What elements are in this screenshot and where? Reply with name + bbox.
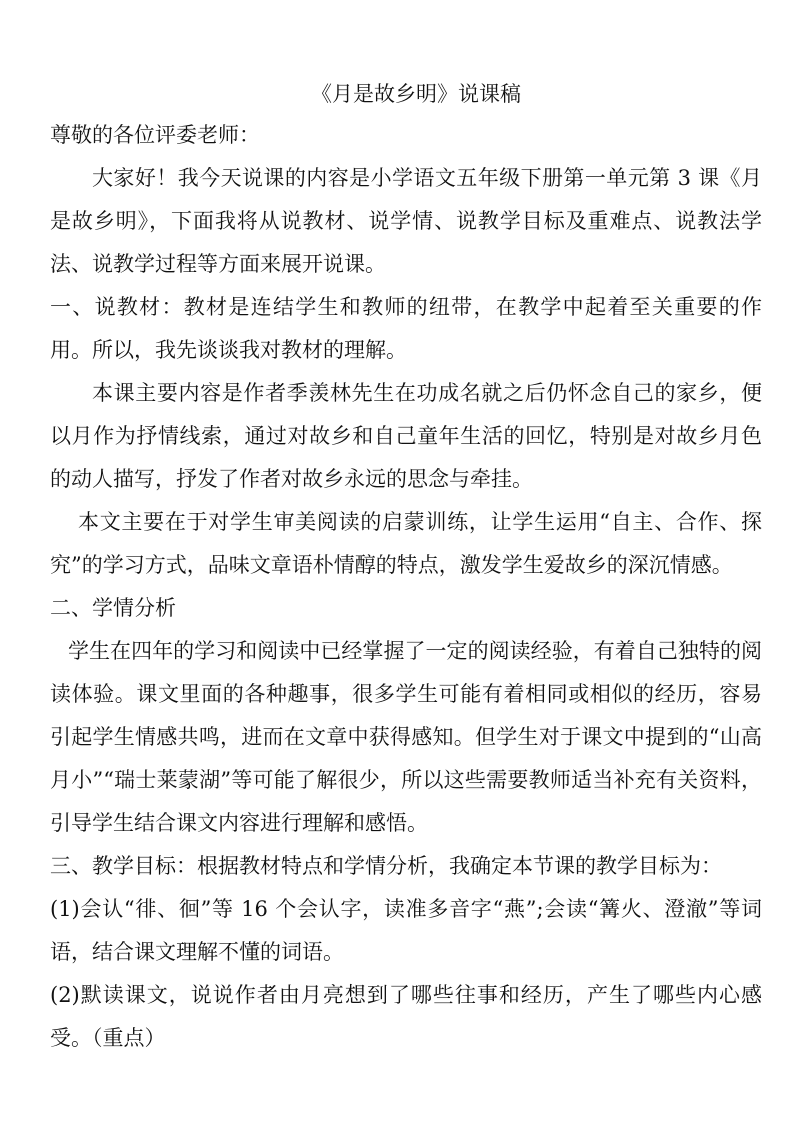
document-title: 《月是故乡明》说课稿 <box>311 82 521 106</box>
section-3-heading-paragraph: 三、教学目标：根据教材特点和学情分析，我确定本节课的教学目标为： <box>50 854 722 878</box>
salutation: 尊敬的各位评委老师： <box>50 123 260 147</box>
purpose-paragraph: 本文主要在于对学生审美阅读的启蒙训练，让学生运用“自主、合作、探究”的学习方式，品味文章语朴情醇的特点，激发学生爱故乡的深沉情感。 <box>50 510 762 577</box>
section-2-heading: 二、学情分析 <box>50 596 176 620</box>
goal-2-paragraph: (2)默读课文，说说作者由月亮想到了哪些往事和经历，产生了哪些内心感受。（重点） <box>50 983 762 1050</box>
content-paragraph: 本课主要内容是作者季羡林先生在功成名就之后仍怀念自己的家乡，便以月作为抒情线索，通过对故乡和自己童年生活的回忆，特别是对故乡月色的动人描写，抒发了作者对故乡永远的思念与牵挂。 <box>50 381 762 491</box>
intro-paragraph: 大家好！我今天说课的内容是小学语文五年级下册第一单元第 3 课《月是故乡明》，下面我将从说教材、说学情、说教学目标及重难点、说教法学法、说教学过程等方面来展开说课。 <box>50 166 762 276</box>
goal-1-paragraph: (1)会认“徘、徊”等 16 个会认字，读准多音字“燕”;会读“篝火、澄澈”等词语，结合课文理解不懂的词语。 <box>50 897 762 964</box>
student-analysis-paragraph: 学生在四年的学习和阅读中已经掌握了一定的阅读经验，有着自己独特的阅读体验。课文里面的各种趣事，很多学生可能有着相同或相似的经历，容易引起学生情感共鸣，进而在文章中获得感知。但学生对于课文中提到的“山高月小”“瑞士莱蒙湖”等可能了解很少，所以这些需要教师适当补充有关资料，引导学生结合课文内容进行理解和感悟。 <box>50 639 762 835</box>
section-1-heading-paragraph: 一、说教材：教材是连结学生和教师的纽带，在教学中起着至关重要的作用。所以，我先谈谈我对教材的理解。 <box>50 295 762 362</box>
document-page <box>50 78 762 1060</box>
